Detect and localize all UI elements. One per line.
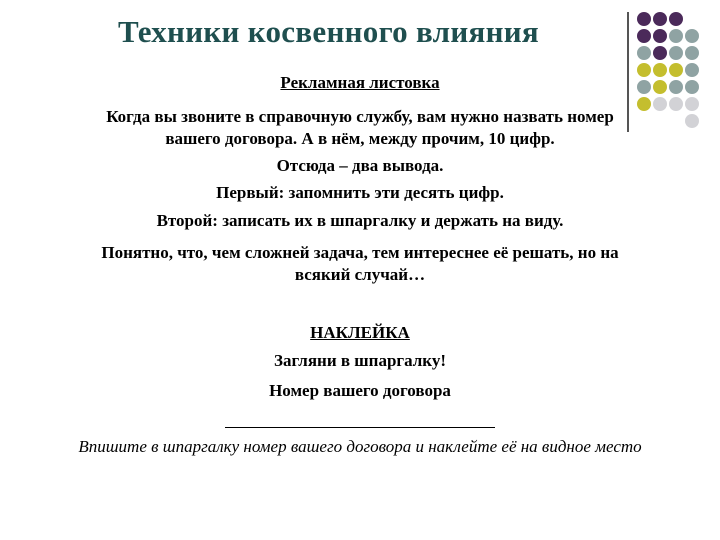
contract-number-blank: [225, 427, 495, 428]
slide-title: Техники косвенного влияния: [118, 14, 539, 49]
decor-dot: [653, 12, 667, 26]
body-line-2: вашего договора. А в нём, между прочим, 10 цифр.: [165, 129, 555, 148]
decor-dot: [637, 29, 651, 43]
sticker-line-2: Номер вашего договора: [269, 381, 451, 400]
body-line-3: Отсюда – два вывода.: [276, 156, 444, 175]
subtitle: Рекламная листовка: [280, 73, 440, 92]
decor-dot: [637, 12, 651, 26]
decor-dot-grid: [633, 10, 720, 120]
decor-dot: [637, 46, 651, 60]
decor-dot: [685, 29, 699, 43]
sticker-heading: НАКЛЕЙКА: [310, 323, 410, 342]
body-line-5: Второй: записать их в шпаргалку и держать на виду.: [156, 211, 564, 230]
decor-dot: [653, 46, 667, 60]
decor-dot: [669, 12, 683, 26]
body-line-6: Понятно, что, чем сложней задача, тем интереснее её решать, но на: [101, 243, 619, 262]
body-line-1: Когда вы звоните в справочную службу, вам нужно назвать номер: [106, 107, 614, 126]
body-line-4: Первый: запомнить эти десять цифр.: [216, 183, 504, 202]
decor-dot: [669, 46, 683, 60]
decor-dot: [653, 29, 667, 43]
footer-note: Впишите в шпаргалку номер вашего договора и наклейте её на видное место: [78, 437, 642, 456]
sticker-line-1: Загляни в шпаргалку!: [273, 351, 447, 370]
body-line-7: всякий случай…: [294, 265, 426, 284]
decor-dot: [669, 29, 683, 43]
decor-dot: [685, 46, 699, 60]
